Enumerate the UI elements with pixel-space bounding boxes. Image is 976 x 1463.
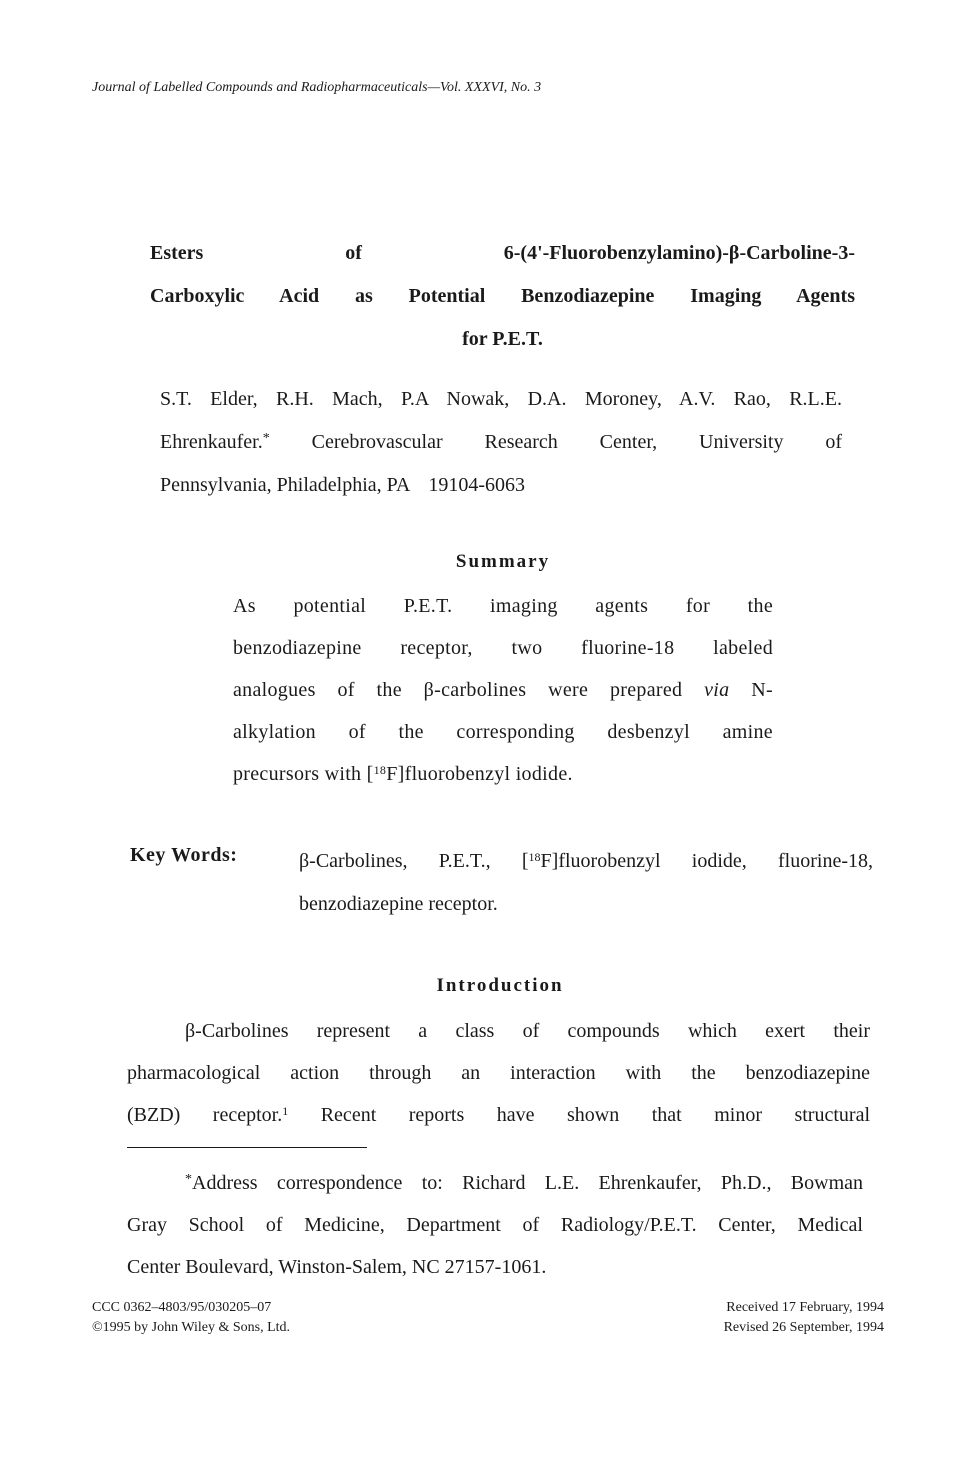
journal-header: Journal of Labelled Compounds and Radiopharmaceuticals—Vol. XXXVI, No. 3 [92, 80, 542, 95]
via-italic: via [704, 679, 730, 701]
summary-line-1: As potential P.E.T. imaging agents for the [233, 595, 773, 617]
author-asterisk: * [262, 431, 270, 446]
author-block [160, 378, 842, 507]
article-title [150, 232, 855, 361]
footnote-line-1: *Address correspondence to: Richard L.E. Ehrenkaufer, Ph.D., Bowman [185, 1172, 863, 1194]
summary-line-2: benzodiazepine receptor, two fluorine-18 labeled [233, 637, 773, 659]
corresponding-author: Ehrenkaufer.* [160, 431, 270, 453]
introduction-heading: Introduction [436, 975, 564, 996]
received-date: Received 17 February, 1994 [726, 1300, 884, 1315]
footnote-divider [127, 1147, 367, 1148]
revised-date: Revised 26 September, 1994 [723, 1320, 884, 1335]
intro-line-1: β-Carbolines represent a class of compounds which exert their [185, 1020, 870, 1042]
introduction-body [127, 1010, 870, 1136]
footnote-line-2: Gray School of Medicine, Department of Radiology/P.E.T. Center, Medical [127, 1214, 863, 1236]
title-line-1: Esters of 6-(4'-Fluorobenzylamino)-β-Carboline-3- [150, 242, 855, 264]
author-line-3: Pennsylvania, Philadelphia, PA 19104-6063 [160, 474, 526, 496]
author-line-1: S.T. Elder, R.H. Mach, P.A Nowak, D.A. Moroney, A.V. Rao, R.L.E. [160, 388, 842, 410]
key-words-list [299, 840, 873, 926]
footnote-line-3: Center Boulevard, Winston-Salem, NC 27157-1061. [127, 1256, 547, 1278]
summary-line-3: analogues of the β-carbolines were prepared via N- [233, 679, 773, 701]
publication-info [92, 1298, 290, 1338]
isotope-superscript: 18 [373, 763, 387, 777]
title-line-3: for P.E.T. [462, 328, 543, 350]
summary-heading: Summary [455, 551, 551, 572]
summary-line-4: alkylation of the corresponding desbenzyl amine [233, 721, 773, 743]
copyright: ©1995 by John Wiley & Sons, Ltd. [92, 1320, 291, 1335]
title-line-2: Carboxylic Acid as Potential Benzodiazepine Imaging Agents [150, 285, 855, 307]
intro-line-3: (BZD) receptor.$^1$ Recent reports have shown that minor structural [127, 1104, 870, 1126]
isotope-superscript: 18 [528, 850, 541, 864]
intro-line-2: pharmacological action through an interaction with the benzodiazepine [127, 1062, 870, 1084]
footnote-asterisk: * [185, 1172, 192, 1187]
summary-line-5: precursors with [$^{18}$F]fluorobenzyl iodide. [233, 763, 573, 785]
reference-superscript: 1 [282, 1104, 289, 1118]
author-line-2 [160, 421, 842, 464]
key-words-line-1: β-Carbolines, P.E.T., [$^{18}$F]fluorobenzyl iodide, fluorine-18, [299, 850, 873, 872]
key-words-line-2: benzodiazepine receptor. [299, 893, 498, 915]
affiliation: Cerebrovascular Research Center, University of [311, 431, 842, 453]
correspondence-footnote [127, 1162, 863, 1288]
ccc-code: CCC 0362–4803/95/030205–07 [92, 1300, 272, 1315]
key-words-label: Key Words: [130, 844, 238, 866]
zip-code: 19104-6063 [428, 474, 526, 496]
summary-body [233, 585, 773, 795]
manuscript-dates [724, 1298, 884, 1338]
